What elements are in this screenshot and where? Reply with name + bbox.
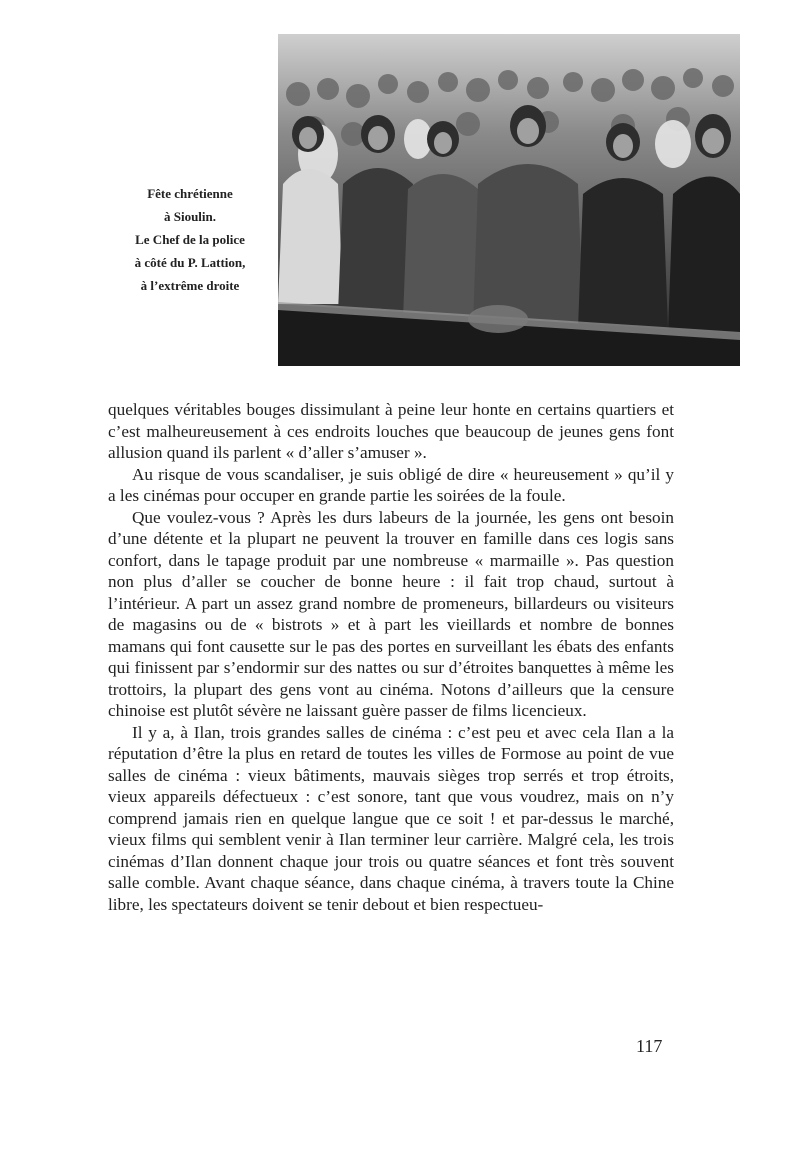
body-text <box>108 399 674 915</box>
caption-line: Le Chef de la police <box>135 232 245 247</box>
paragraph: quelques véritables bouges dissimulant à peine leur honte en certains quartiers et c’est malheureusement à ces endroits louches que beaucoup de jeunes gens font allusion quand ils parlent « d’aller s’amuser ». <box>108 400 674 462</box>
paragraph: Au risque de vous scandaliser, je suis obligé de dire « heureusement » qu’il y a les cinémas pour occuper en grande partie les soirées de la foule. <box>108 464 674 505</box>
caption-line: Fête chrétienne <box>147 186 233 201</box>
caption-line: à côté du P. Lattion, <box>134 255 246 270</box>
caption-line: à Sioulin. <box>163 209 217 224</box>
page-number: 117 <box>636 1036 663 1056</box>
caption-line: à l’extrême droite <box>140 278 240 293</box>
photo-image <box>278 34 740 366</box>
photo-christian-festival <box>278 34 740 366</box>
paragraph: Il y a, à Ilan, trois grandes salles de cinéma : c’est peu et avec cela Ilan a la réputation d’être la plus en retard de toutes les villes de Formose au point de vue salles de cinéma : vieux bâtiments, mauvais sièges trop serrés et trop étroits, vieux appareils défectueux : c’est sonore, tant que vous voudrez, mais on n’y comprend jamais rien en quelque langue que ce soit ! et par-dessus le marché, vieux films qui semblent venir à Ilan terminer leur carrière. Malgré cela, les trois cinémas d’Ilan donnent chaque jour trois ou quatre séances et font très souvent salle comble. Avant chaque séance, dans chaque cinéma, à travers toute la Chine libre, les spectateurs doivent se tenir debout et bien respectueu- <box>108 722 674 914</box>
paragraph: Que voulez-vous ? Après les durs labeurs de la journée, les gens ont besoin d’une détente et la plupart ne peuvent la trouver en famille dans ces logis sans confort, dans le tapage produit par une nombreuse « marmaille ». Pas question non plus d’aller se coucher de bonne heure : il fait trop chaud, surtout à l’intérieur. A part un assez grand nombre de promeneurs, billardeurs ou visiteurs de magasins ou de « bistrots » et à part les vieillards et nombre de bonnes mamans qui font causette sur le pas des portes en surveillant les ébats des enfants qui finissent par s’endormir sur des nattes ou sur d’étroites banquettes à même les trottoirs, la plupart des gens vont au cinéma. Notons d’ailleurs que la censure chinoise est plutôt sévère ne laissant guère passer de films licencieux. <box>108 507 674 720</box>
photo-caption <box>110 182 270 297</box>
